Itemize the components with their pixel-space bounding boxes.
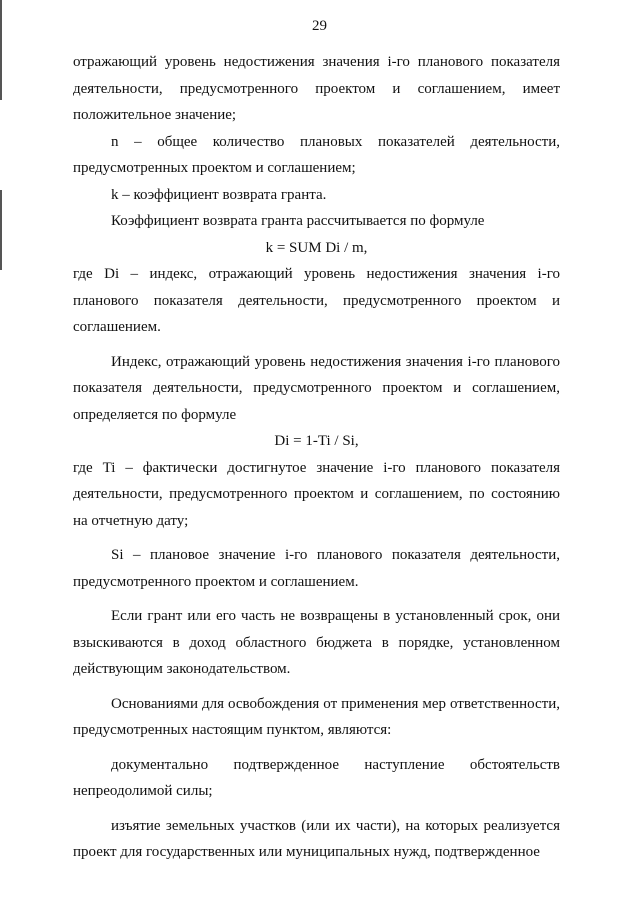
paragraph: Коэффициент возврата гранта рассчитывается по формуле — [111, 213, 485, 229]
paragraph: где Ti – фактически достигнутое значение i-го планового показателя деятельности, предусмотренного проектом и соглашением, по состоянию на отчетную дату; — [73, 459, 560, 529]
paragraph: k – коэффициент возврата гранта. — [111, 186, 327, 203]
paragraph: Индекс, отражающий уровень недостижения значения i-го планового показателя деятельности, предусмотренного проектом и соглашением, определяется по формуле — [73, 353, 560, 423]
paragraph: документально подтвержденное наступление обстоятельств непреодолимой силы; — [73, 756, 560, 799]
page-number: 29 — [312, 18, 327, 34]
paragraph: изъятие земельных участков (или их части), на которых реализуется проект для государственных или муниципальных нужд, подтвержденное — [73, 817, 560, 860]
paragraph: где Di – индекс, отражающий уровень недостижения значения i-го планового показателя деятельности, предусмотренного проектом и соглашением. — [73, 266, 560, 335]
document-body — [73, 49, 560, 866]
paragraph: Si – плановое значение i-го планового показателя деятельности, предусмотренного проектом и соглашением. — [73, 547, 560, 590]
paragraph: отражающий уровень недостижения значения i-го планового показателя деятельности, предусмотренного проектом и соглашением, имеет положительное значение; — [73, 54, 560, 123]
paragraph: Основаниями для освобождения от применения мер ответственности, предусмотренных настоящим пунктом, являются: — [73, 695, 560, 738]
left-margin-mark-bottom — [0, 190, 2, 270]
paragraph: Если грант или его часть не возвращены в установленный срок, они взыскиваются в доход областного бюджета в порядке, установленном действующим законодательством. — [73, 608, 560, 677]
formula-k: k = SUM Di / m, — [265, 239, 368, 256]
left-margin-mark-top — [0, 0, 2, 100]
formula-di: Di = 1-Ti / Si, — [274, 433, 359, 449]
paragraph: n – общее количество плановых показателей деятельности, предусмотренных проектом и соглашением; — [73, 133, 560, 176]
